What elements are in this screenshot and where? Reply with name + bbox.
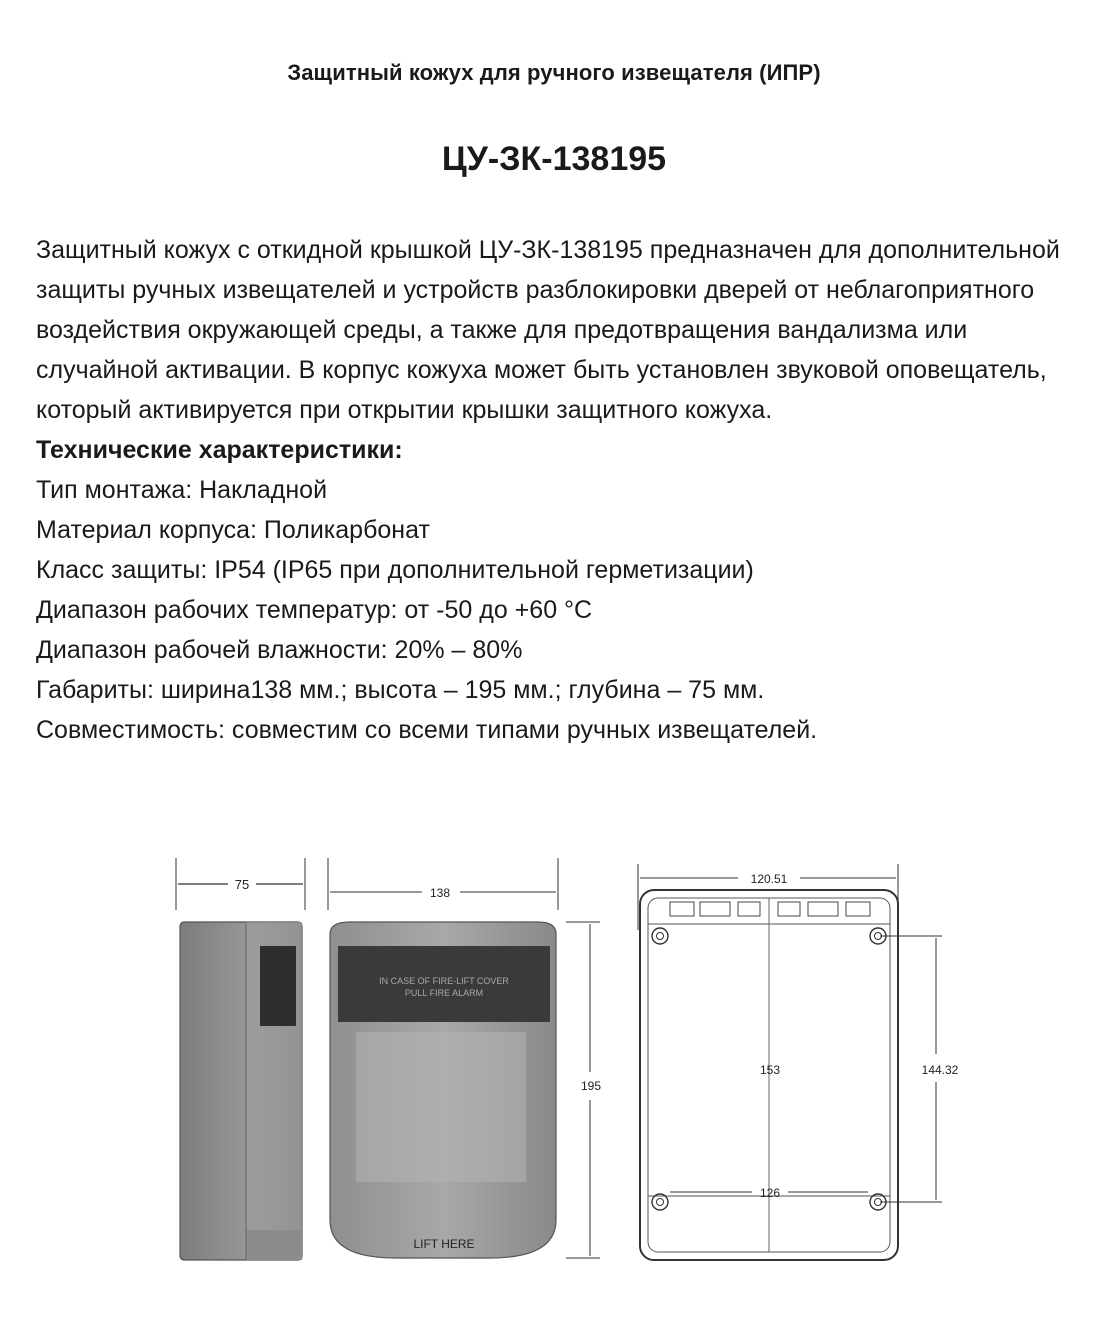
front-label-band-line2: PULL FIRE ALARM <box>404 988 484 998</box>
inner-height-label: 153 <box>759 1063 781 1077</box>
product-description: Защитный кожух с откидной крышкой ЦУ-ЗК-138195 предназначен для дополнительной защиты ручных извещателей и устройств разблокировки дверей от неблагоприятного воздействия окружающей среды, а также для предотвращения вандализма или случайной активации. В корпус кожуха может быть установлен звуковой оповещатель, который активируется при открытии крышки защитного кожуха. <box>36 236 1060 424</box>
vertical-hole-span-label: 144.32 <box>921 1063 959 1077</box>
height-dimension-label: 195 <box>580 1079 602 1093</box>
lift-here-label: LIFT HERE <box>413 1237 475 1251</box>
width-dimension-label: 138 <box>429 886 451 900</box>
spec-compatibility: Совместимость: совместим со всеми типами ручных извещателей. <box>36 716 818 744</box>
side-view <box>176 858 305 1260</box>
depth-dimension-label: 75 <box>234 877 250 892</box>
product-model: ЦУ-ЗК-138195 <box>441 140 667 178</box>
spec-protection-class: Класс защиты: IP54 (IP65 при дополнительной герметизации) <box>36 556 754 584</box>
top-hole-span-label: 120.51 <box>750 872 788 886</box>
front-view <box>328 858 601 1258</box>
document-body <box>36 230 1086 750</box>
spec-mount-type: Тип монтажа: Накладной <box>36 476 328 504</box>
specs-heading: Технические характеристики: <box>36 436 403 464</box>
bottom-hole-span-label: 126 <box>759 1186 781 1200</box>
spec-humidity-range: Диапазон рабочей влажности: 20% – 80% <box>36 636 523 664</box>
spec-dimensions: Габариты: ширина138 мм.; высота – 195 мм.; глубина – 75 мм. <box>36 676 765 704</box>
document-title: Защитный кожух для ручного извещателя (ИПР) <box>287 60 821 85</box>
spec-temperature-range: Диапазон рабочих температур: от -50 до +60 °С <box>36 596 593 624</box>
front-label-band-line1: IN CASE OF FIRE-LIFT COVER <box>379 976 509 986</box>
specs-list <box>36 470 1086 750</box>
spec-housing-material: Материал корпуса: Поликарбонат <box>36 516 430 544</box>
technical-drawing <box>160 850 980 1300</box>
back-view <box>638 864 959 1260</box>
